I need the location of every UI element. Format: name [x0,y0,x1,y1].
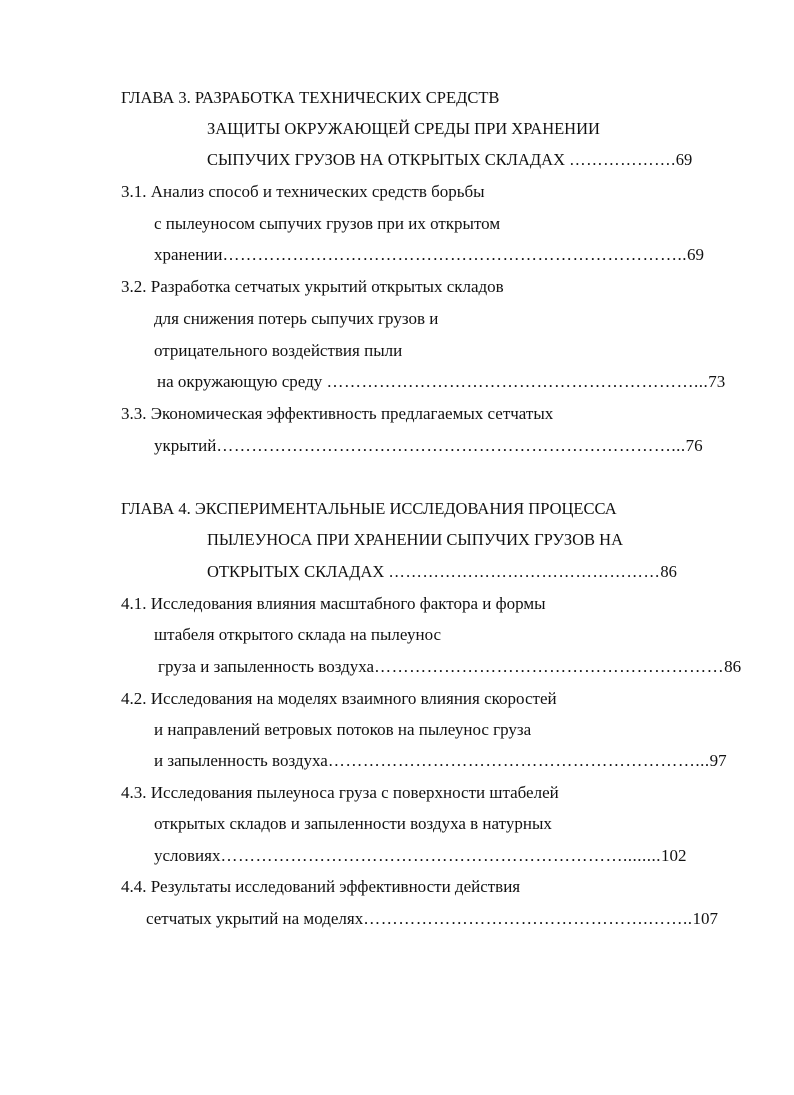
section-4-1-page-number: 86 [724,657,742,676]
section-3-1-title-line-1: 3.1. Анализ способ и технических средств борьбы [121,182,485,201]
chapter-3-title-line-1: ГЛАВА 3. РАЗРАБОТКА ТЕХНИЧЕСКИХ СРЕДСТВ [121,88,500,107]
section-3-3-title-line-1: 3.3. Экономическая эффективность предлагаемых сетчатых [121,404,554,423]
chapter-4-leader-dots: ………………………………………… [388,562,661,581]
section-3-1-title-line-3: хранении [154,245,223,264]
section-3-1-toc-entry[interactable] [154,244,747,266]
section-3-2-leader-dots: ………………………………………………………... [326,372,709,391]
section-4-4-leader-dots: ………………………………………….…….. [363,909,693,928]
chapter-4-toc-entry[interactable] [207,561,747,583]
section-4-2-title-line-1: 4.2. Исследования на моделях взаимного влияния скоростей [121,689,557,708]
section-3-1-leader-dots: …………………………………………………………………….. [222,245,687,264]
section-4-4-page-number: 107 [692,909,718,928]
section-4-3-page-number: 102 [660,846,687,865]
chapter-3-title-line-3: СЫПУЧИХ ГРУЗОВ НА ОТКРЫТЫХ СКЛАДАХ [207,150,565,169]
chapter-4-page-number: 86 [660,562,677,581]
section-3-3-toc-entry[interactable] [154,435,747,457]
section-3-2-title-line-1: 3.2. Разработка сетчатых укрытий открытых складов [121,277,504,296]
section-4-1-toc-entry[interactable] [158,656,750,678]
section-4-2-page-number: 97 [709,751,727,770]
section-3-3-leader-dots: ……………………………………………………………………... [216,436,686,455]
section-3-3-title-line-2: укрытий [154,436,217,455]
section-4-3-title-line-2: открытых складов и запыленности воздуха в натурных [154,814,552,833]
section-3-2-toc-entry[interactable] [157,371,747,393]
section-4-2-title-line-3: и запыленность воздуха [154,751,328,770]
section-3-2-title-line-3: отрицательного воздействия пыли [154,341,403,360]
section-4-3-leader-dots: ……………………………………………………………........ [220,846,661,865]
section-4-4-title-line-2: сетчатых укрытий на моделях [146,909,364,928]
chapter-3-title-line-2: ЗАЩИТЫ ОКРУЖАЮЩЕЙ СРЕДЫ ПРИ ХРАНЕНИИ [207,119,600,138]
section-4-3-toc-entry[interactable] [154,845,752,867]
chapter-4-title-line-2: ПЫЛЕУНОСА ПРИ ХРАНЕНИИ СЫПУЧИХ ГРУЗОВ НА [207,530,623,549]
chapter-4-title-line-1: ГЛАВА 4. ЭКСПЕРИМЕНТАЛЬНЫЕ ИССЛЕДОВАНИЯ ПРОЦЕССА [121,499,617,518]
chapter-4-title-line-3: ОТКРЫТЫХ СКЛАДАХ [207,562,385,581]
chapter-3-page-number: 69 [675,150,693,169]
section-4-4-toc-entry[interactable] [146,908,752,930]
section-4-3-title-line-1: 4.3. Исследования пылеуноса груза с поверхности штабелей [121,783,559,802]
section-4-3-title-line-3: условиях [154,846,221,865]
section-4-1-title-line-3: груза и запыленность воздуха [158,657,375,676]
section-4-4-title-line-1: 4.4. Результаты исследований эффективности действия [121,877,521,896]
section-3-1-page-number: 69 [686,245,704,264]
section-3-3-page-number: 76 [685,436,703,455]
chapter-3-leader-dots: ………………. [569,150,676,169]
section-3-2-page-number: 73 [708,372,726,391]
section-4-2-title-line-2: и направлений ветровых потоков на пылеунос груза [154,720,532,739]
section-4-1-leader-dots: …………………………………………………… [374,657,725,676]
section-3-2-title-line-2: для снижения потерь сыпучих грузов и [154,309,439,328]
section-4-2-toc-entry[interactable] [154,750,750,772]
chapter-3-toc-entry[interactable] [207,149,743,171]
section-4-2-leader-dots: ………………………………………………………... [327,751,710,770]
section-3-2-title-line-4: на окружающую среду [157,372,323,391]
section-4-1-title-line-2: штабеля открытого склада на пылеунос [154,625,442,644]
section-3-1-title-line-2: с пылеуносом сыпучих грузов при их открытом [154,214,501,233]
section-4-1-title-line-1: 4.1. Исследования влияния масштабного фактора и формы [121,594,546,613]
